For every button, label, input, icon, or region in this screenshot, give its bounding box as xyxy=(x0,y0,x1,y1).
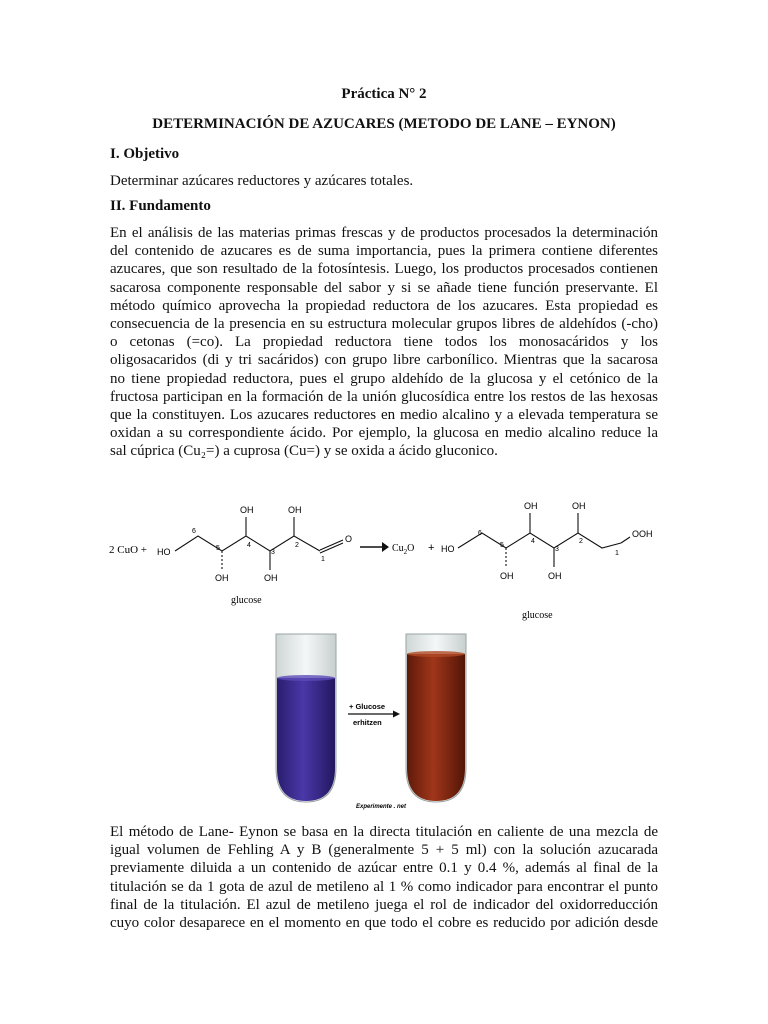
practice-title: Práctica N° 2 xyxy=(341,86,427,102)
text-line: del contenido de azucares es de suma importancia, pues la primera contiene diferentes xyxy=(110,243,658,260)
objective-paragraph xyxy=(110,172,658,190)
text-line: sacarosa componente responsable del sabor y si se añade tiene función preservante. El xyxy=(110,279,658,296)
right-c4-oh: OH xyxy=(524,501,538,511)
left-num-5: 5 xyxy=(216,545,220,552)
cu2o-product: $Cu_2O$ xyxy=(392,543,415,556)
right-c5-oh: OH xyxy=(500,571,514,581)
right-c3-oh: OH xyxy=(548,571,562,581)
section-fundamento-heading: II. Fundamento xyxy=(110,198,211,214)
photo-arrow xyxy=(348,711,400,718)
section-objetivo-heading: I. Objetivo xyxy=(110,146,180,162)
glucose-oxidation-reaction xyxy=(105,495,665,630)
right-num-5: 5 xyxy=(500,542,504,549)
photo-credit: Experimente . net xyxy=(356,804,407,810)
main-title: DETERMINACIÓN DE AZUCARES (METODO DE LANE – EYNON) xyxy=(152,116,616,132)
glucose-arrow-label: + Glucose xyxy=(349,702,386,711)
red-cuprous-tube xyxy=(406,634,466,802)
left-num-2: 2 xyxy=(295,542,299,549)
plus-sign: + xyxy=(428,542,435,554)
right-num-4: 4 xyxy=(531,538,535,545)
text-line: consecuencia de la presencia en su estructura molecular grupos libres de aldehídos (-cho) xyxy=(110,316,658,333)
right-num-1: 1 xyxy=(615,550,619,557)
lane-eynon-paragraph xyxy=(110,823,658,932)
text-line: que la constituyen. Los azucares reductores en medio alcalino y a elevada temperatura se xyxy=(110,407,658,424)
left-c2-oh: OH xyxy=(288,505,302,515)
right-num-6: 6 xyxy=(478,530,482,537)
fehling-test-tubes-photo xyxy=(272,630,468,810)
right-num-2: 2 xyxy=(579,538,583,545)
text-line: o cetonas (=co). La propiedad reductora tiene todos los monosacáridos y los xyxy=(110,334,658,351)
text-line: final de la titulación. El azul de metileno juega el rol de indicador del oxidorreducción xyxy=(110,896,658,913)
left-c3-oh: OH xyxy=(264,573,278,583)
right-acid-bond xyxy=(621,537,630,543)
left-c5-oh: OH xyxy=(215,573,229,583)
left-aldehyde-o: O xyxy=(345,534,353,544)
left-num-6: 6 xyxy=(192,528,196,535)
text-line: fructosa participan en la formación de la unión glucosídica entre los restos de las hexosas xyxy=(110,388,658,405)
left-num-3: 3 xyxy=(271,549,275,556)
text-line: método químico aprovecha la propiedad reductora de los azucares. Esta propiedad es xyxy=(110,297,658,314)
left-c4-oh: OH xyxy=(240,505,254,515)
text-line: El método de Lane- Eynon se basa en la directa titulación en caliente de una mezcla de xyxy=(110,824,658,840)
right-acid-ooh: OOH xyxy=(632,529,653,539)
text-line: En el análisis de las materias primas frescas y de productos procesados la determinación xyxy=(110,225,658,241)
left-ho-label: HO xyxy=(157,547,171,557)
text-line: cuyo color desaparece en el momento en que todo el cobre es reducido por adición desde xyxy=(110,915,658,932)
right-ho-label: HO xyxy=(441,544,455,554)
right-carbon-chain xyxy=(458,533,621,548)
text-line: no tiene propiedad reductora, pues el grupo aldehído de la glucosa y el cetónico de la xyxy=(110,370,658,387)
left-num-1: 1 xyxy=(321,556,325,563)
right-c2-oh: OH xyxy=(572,501,586,511)
text-line: previamente diluida a un contenido de azúcar entre 0.1 y 0.4 %, además al final de la xyxy=(110,860,658,877)
reaction-arrow xyxy=(360,542,389,552)
left-glucose-label: glucose xyxy=(231,595,262,606)
text-line: titulación se da 1 gota de azul de metileno al 1 % como indicador para encontrar el punto xyxy=(110,878,658,895)
text-line: azucares, que son resultado de la fotosíntesis. Luego, los productos procesados contienen xyxy=(110,261,658,278)
text-line: oligosacaridos (di y tri sacáridos) con grupo libre carbonílico. Mientras que la sacarosa xyxy=(110,352,658,369)
blue-fehling-tube xyxy=(276,634,336,802)
erhitzen-label: erhitzen xyxy=(353,718,382,727)
right-glucose-label: glucose xyxy=(522,610,553,621)
cuo-reagent: 2 CuO + xyxy=(109,544,147,556)
text-line: oxidan a su correspondiente ácido. Por ejemplo, la glucosa en medio alcalino reduce la xyxy=(110,425,658,442)
right-num-3: 3 xyxy=(555,546,559,553)
left-num-4: 4 xyxy=(247,542,251,549)
objective-text: Determinar azúcares reductores y azúcares totales. xyxy=(110,173,414,189)
text-line: igual volumen de Fehling A y B (generalmente 5 + 5 ml) con la solución azucarada xyxy=(110,842,658,859)
fundamento-paragraph xyxy=(110,224,658,461)
text-line: sal cúprica (Cu₂=) a cuprosa (Cu=) y se oxida a ácido gluconico. xyxy=(110,443,498,460)
